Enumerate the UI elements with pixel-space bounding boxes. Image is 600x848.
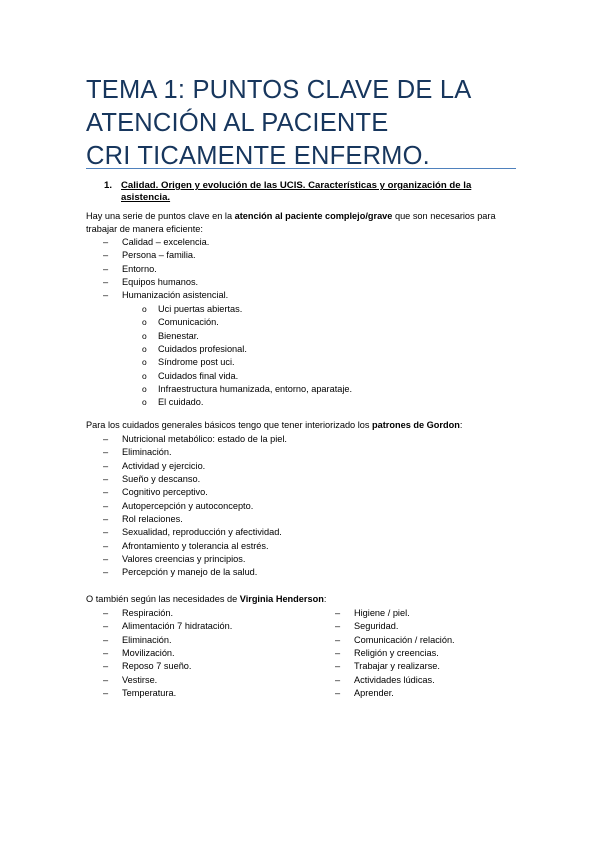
bullet-marker: o [142,330,147,341]
bullet-marker: – [103,621,109,632]
henderson-need-item-text: Reposo 7 sueño. [122,661,192,672]
henderson-need-item [335,634,525,647]
gordon-bold-text: patrones de Gordon [372,420,460,430]
key-point-item [103,236,503,249]
bullet-marker: – [335,648,341,659]
humanizacion-item [142,383,502,396]
henderson-need-item [103,620,323,633]
henderson-need-item-text: Temperatura. [122,688,177,699]
humanizacion-item [142,370,502,383]
bullet-marker: – [103,567,109,578]
bullet-marker: – [335,621,341,632]
gordon-pattern-item-text: Sueño y descanso. [122,474,201,485]
bullet-marker: – [103,434,109,444]
humanizacion-item [142,316,502,329]
bullet-marker: – [103,237,109,247]
gordon-pattern-item [103,526,503,539]
key-point-item-text: Persona – familia. [122,250,196,261]
bullet-marker: – [103,263,109,274]
bullet-marker: – [103,487,109,498]
humanizacion-item-text: Bienestar. [158,330,199,341]
bullet-marker: – [103,540,109,551]
henderson-needs-right-list [335,607,525,700]
gordon-intro-end: : [459,420,463,430]
title-line: CRI TICAMENTE ENFERMO. [86,142,430,170]
bullet-marker: – [103,447,109,458]
key-point-item-text: Humanización asistencial. [122,290,229,301]
page-title [86,74,526,173]
henderson-need-item [103,634,323,647]
bullet-marker: – [103,514,109,525]
henderson-intro-paragraph [86,593,516,606]
bullet-marker: – [103,674,109,685]
bullet-marker: o [142,344,147,355]
key-point-item [103,276,503,289]
gordon-pattern-item-text: Autopercepción y autoconcepto. [122,500,254,511]
bullet-marker: – [103,250,109,261]
bullet-marker: – [103,460,109,471]
gordon-pattern-item-text: Percepción y manejo de la salud. [122,567,258,578]
gordon-intro-text: Para los cuidados generales básicos tengo que tener interiorizado los [86,420,373,430]
humanizacion-item [142,303,502,316]
humanizacion-item-text: Infraestructura humanizada, entorno, aparataje. [158,384,353,395]
henderson-need-item [103,607,323,620]
bullet-marker: o [142,304,147,314]
henderson-intro-end: : [323,594,327,604]
henderson-need-item-text: Trabajar y realizarse. [354,661,440,672]
bullet-marker: – [335,608,341,618]
key-point-item-text: Calidad – excelencia. [122,237,210,247]
gordon-pattern-item [103,460,503,473]
bullet-marker: o [142,397,147,408]
key-points-list [103,236,503,303]
henderson-need-item-text: Respiración. [122,608,174,618]
bullet-marker: – [103,290,109,301]
henderson-need-item-text: Seguridad. [354,621,399,632]
humanizacion-item [142,396,502,409]
humanizacion-item-text: Comunicación. [158,317,219,328]
bullet-marker: – [335,661,341,672]
bullet-marker: – [103,608,109,618]
title-line: TEMA 1: PUNTOS CLAVE DE LA [86,76,472,104]
henderson-need-item [103,660,323,673]
henderson-bold-text: Virginia Henderson [239,594,324,604]
title-underline-rule [86,168,516,169]
bullet-marker: o [142,384,147,395]
gordon-pattern-item-text: Rol relaciones. [122,514,183,525]
humanizacion-list [142,303,502,410]
gordon-pattern-item-text: Nutricional metabólico: estado de la piel. [122,434,287,444]
gordon-pattern-item-text: Actividad y ejercicio. [122,460,206,471]
humanizacion-item-text: El cuidado. [158,397,204,408]
bullet-marker: o [142,370,147,381]
gordon-pattern-item-text: Cognitivo perceptivo. [122,487,208,498]
bullet-marker: – [103,500,109,511]
henderson-need-item-text: Religión y creencias. [354,648,439,659]
henderson-need-item [335,660,525,673]
humanizacion-item-text: Uci puertas abiertas. [158,304,243,314]
gordon-pattern-item [103,566,503,579]
gordon-pattern-item [103,473,503,486]
key-point-item-text: Entorno. [122,263,157,274]
humanizacion-item [142,330,502,343]
gordon-pattern-item [103,446,503,459]
intro-paragraph [86,210,516,235]
section-title: Calidad. Origen y evolución de las UCIS. Características y organización de la asistencia. [121,180,472,204]
henderson-need-item [335,620,525,633]
bullet-marker: – [103,554,109,565]
gordon-pattern-item-text: Afrontamiento y tolerancia al estrés. [122,540,269,551]
henderson-need-item-text: Vestirse. [122,674,158,685]
humanizacion-item-text: Cuidados profesional. [158,344,247,355]
henderson-needs-left-list [103,607,323,700]
henderson-need-item-text: Higiene / piel. [354,608,410,618]
key-point-item [103,249,503,262]
henderson-need-item [103,687,323,700]
henderson-need-item [335,674,525,687]
gordon-pattern-item [103,486,503,499]
bullet-marker: – [335,688,341,699]
bullet-marker: – [103,277,109,288]
gordon-pattern-item [103,433,503,446]
bullet-marker: – [103,661,109,672]
henderson-need-item-text: Comunicación / relación. [354,634,455,645]
bullet-marker: – [103,474,109,485]
henderson-need-item-text: Alimentación 7 hidratación. [122,621,233,632]
bullet-marker: o [142,317,147,328]
humanizacion-item [142,356,502,369]
intro-bold-text: atención al paciente complejo/grave [234,211,393,221]
gordon-pattern-item-text: Eliminación. [122,447,172,458]
gordon-patterns-list [103,433,503,580]
bullet-marker: – [103,648,109,659]
intro-text: Hay una serie de puntos clave en la [86,211,235,221]
henderson-intro-text: O también según las necesidades de [86,594,240,604]
gordon-pattern-item [103,513,503,526]
gordon-pattern-item-text: Valores creencias y principios. [122,554,246,565]
henderson-need-item-text: Actividades lúdicas. [354,674,435,685]
title-line: ATENCIÓN AL PACIENTE [86,109,389,137]
henderson-need-item [335,687,525,700]
humanizacion-item-text: Síndrome post uci. [158,357,235,368]
bullet-marker: – [103,634,109,645]
henderson-need-item [335,647,525,660]
gordon-pattern-item [103,540,503,553]
humanizacion-item [142,343,502,356]
section-number: 1. [104,180,113,191]
henderson-need-item-text: Movilización. [122,648,175,659]
henderson-need-item [103,647,323,660]
gordon-pattern-item-text: Sexualidad, reproducción y afectividad. [122,527,282,538]
bullet-marker: – [335,674,341,685]
bullet-marker: – [335,634,341,645]
henderson-need-item [335,607,525,620]
key-point-item [103,289,503,302]
henderson-need-item-text: Aprender. [354,688,394,699]
bullet-marker: o [142,357,147,368]
intro-text-end: que son necesarios para trabajar de manera eficiente: [86,211,496,234]
key-point-item-text: Equipos humanos. [122,277,199,288]
bullet-marker: – [103,688,109,699]
henderson-need-item-text: Eliminación. [122,634,172,645]
key-point-item [103,263,503,276]
bullet-marker: – [103,527,109,538]
gordon-pattern-item [103,500,503,513]
gordon-pattern-item [103,553,503,566]
gordon-intro-paragraph [86,419,516,432]
henderson-need-item [103,674,323,687]
humanizacion-item-text: Cuidados final vida. [158,370,239,381]
